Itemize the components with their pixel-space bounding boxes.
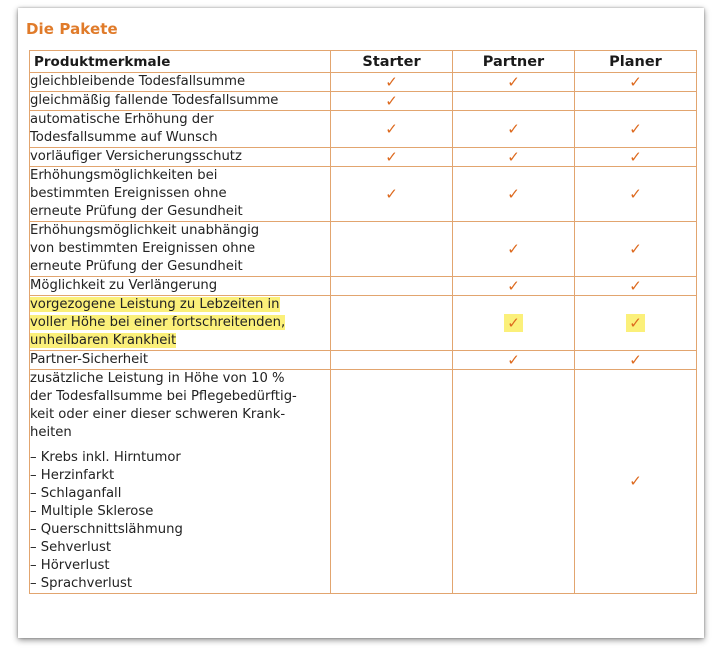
checkmark-icon: ✓	[385, 91, 398, 110]
cell-partner	[453, 167, 575, 222]
cell-planer	[575, 92, 697, 111]
checkmark-icon: ✓	[507, 276, 520, 295]
package-comparison-table	[29, 50, 697, 594]
checkmark-icon: ✓	[629, 350, 642, 369]
feature-text-line: vorgezogene Leistung zu Lebzeiten in	[30, 297, 280, 312]
feature-cell	[30, 73, 331, 92]
checkmark-icon: ✓	[504, 314, 523, 332]
checkmark-icon: ✓	[507, 239, 520, 258]
checkmark-icon: ✓	[507, 184, 520, 203]
checkmark-icon: ✓	[626, 314, 645, 332]
checkmark-icon: ✓	[629, 239, 642, 258]
checkmark-icon: ✓	[507, 72, 520, 91]
cell-starter	[331, 351, 453, 370]
feature-cell	[30, 222, 331, 277]
feature-text-line: bestimmten Ereignissen ohne	[30, 186, 227, 201]
feature-text-line: automatische Erhöhung der	[30, 112, 214, 127]
table-body	[30, 73, 697, 594]
feature-text-line: heiten	[30, 425, 72, 440]
checkmark-icon: ✓	[507, 119, 520, 138]
cell-planer	[575, 111, 697, 148]
feature-text-line: erneute Prüfung der Gesundheit	[30, 204, 243, 219]
cell-planer	[575, 148, 697, 167]
cell-partner	[453, 92, 575, 111]
cell-starter	[331, 370, 453, 594]
feature-text-line: gleichbleibende Todesfallsumme	[30, 74, 246, 89]
feature-text-line: keit oder einer dieser schweren Krank-	[30, 407, 286, 422]
checkmark-icon: ✓	[629, 276, 642, 295]
disease-list-item: – Herzinfarkt	[30, 468, 115, 483]
feature-cell	[30, 92, 331, 111]
checkmark-icon: ✓	[629, 119, 642, 138]
disease-list-item: – Hörverlust	[30, 558, 110, 573]
feature-text-line: der Todesfallsumme bei Pflegebedürftig-	[30, 389, 297, 404]
page-title: Die Pakete	[26, 20, 118, 38]
disease-list-item: – Sprachverlust	[30, 576, 133, 591]
table-row	[30, 222, 697, 277]
checkmark-icon: ✓	[385, 147, 398, 166]
feature-cell	[30, 351, 331, 370]
cell-starter	[331, 167, 453, 222]
checkmark-icon: ✓	[507, 147, 520, 166]
cell-starter	[331, 111, 453, 148]
feature-text-line: Partner-Sicherheit	[30, 352, 149, 367]
table-row	[30, 167, 697, 222]
cell-planer	[575, 370, 697, 594]
cell-planer	[575, 277, 697, 296]
cell-starter	[331, 148, 453, 167]
disease-list	[30, 449, 330, 593]
cell-partner	[453, 351, 575, 370]
table-row	[30, 351, 697, 370]
checkmark-icon: ✓	[507, 350, 520, 369]
cell-partner	[453, 148, 575, 167]
cell-starter	[331, 222, 453, 277]
checkmark-icon: ✓	[629, 147, 642, 166]
feature-text-line: Todesfallsumme auf Wunsch	[30, 130, 218, 145]
disease-list-item: – Multiple Sklerose	[30, 504, 154, 519]
feature-cell	[30, 167, 331, 222]
column-header-features: Produktmerkmale	[30, 51, 331, 73]
cell-starter	[331, 73, 453, 92]
feature-text-line: Erhöhungsmöglichkeit unabhängig	[30, 223, 260, 238]
table-row	[30, 296, 697, 351]
column-header-partner: Partner	[453, 51, 575, 73]
feature-text-line: zusätzliche Leistung in Höhe von 10 %	[30, 371, 285, 386]
feature-text-line: vorläufiger Versicherungsschutz	[30, 149, 242, 164]
table-row	[30, 148, 697, 167]
checkmark-icon: ✓	[385, 184, 398, 203]
checkmark-icon: ✓	[629, 472, 642, 490]
table-row	[30, 277, 697, 296]
feature-text-line: voller Höhe bei einer fortschreitenden,	[30, 315, 286, 330]
checkmark-icon: ✓	[629, 72, 642, 91]
cell-partner	[453, 222, 575, 277]
cell-partner	[453, 277, 575, 296]
checkmark-icon: ✓	[385, 72, 398, 91]
feature-text-line: erneute Prüfung der Gesundheit	[30, 259, 243, 274]
feature-cell	[30, 370, 331, 594]
cell-planer	[575, 73, 697, 92]
cell-starter	[331, 296, 453, 351]
checkmark-icon: ✓	[629, 184, 642, 203]
cell-planer	[575, 296, 697, 351]
feature-text-line: gleichmäßig fallende Todesfallsumme	[30, 93, 279, 108]
cell-starter	[331, 277, 453, 296]
cell-partner	[453, 370, 575, 594]
cell-starter	[331, 92, 453, 111]
cell-partner	[453, 296, 575, 351]
disease-list-item: – Krebs inkl. Hirntumor	[30, 450, 181, 465]
checkmark-icon: ✓	[385, 119, 398, 138]
feature-cell	[30, 148, 331, 167]
disease-list-item: – Querschnittslähmung	[30, 522, 183, 537]
feature-text-line: Möglichkeit zu Verlängerung	[30, 278, 218, 293]
disease-list-item: – Sehverlust	[30, 540, 112, 555]
cell-planer	[575, 167, 697, 222]
cell-partner	[453, 111, 575, 148]
table-row	[30, 92, 697, 111]
table-header-row	[30, 51, 697, 73]
column-header-starter: Starter	[331, 51, 453, 73]
disease-list-item: – Schlaganfall	[30, 486, 122, 501]
table-row	[30, 73, 697, 92]
feature-text-line: Erhöhungsmöglichkeiten bei	[30, 168, 218, 183]
document-frame	[18, 8, 704, 638]
cell-planer	[575, 351, 697, 370]
cell-planer	[575, 222, 697, 277]
feature-text-line: von bestimmten Ereignissen ohne	[30, 241, 256, 256]
cell-partner	[453, 73, 575, 92]
feature-cell	[30, 296, 331, 351]
table-row	[30, 111, 697, 148]
column-header-planer: Planer	[575, 51, 697, 73]
feature-cell	[30, 111, 331, 148]
table-row	[30, 370, 697, 594]
feature-cell	[30, 277, 331, 296]
feature-text-line: unheilbaren Krankheit	[30, 333, 177, 348]
